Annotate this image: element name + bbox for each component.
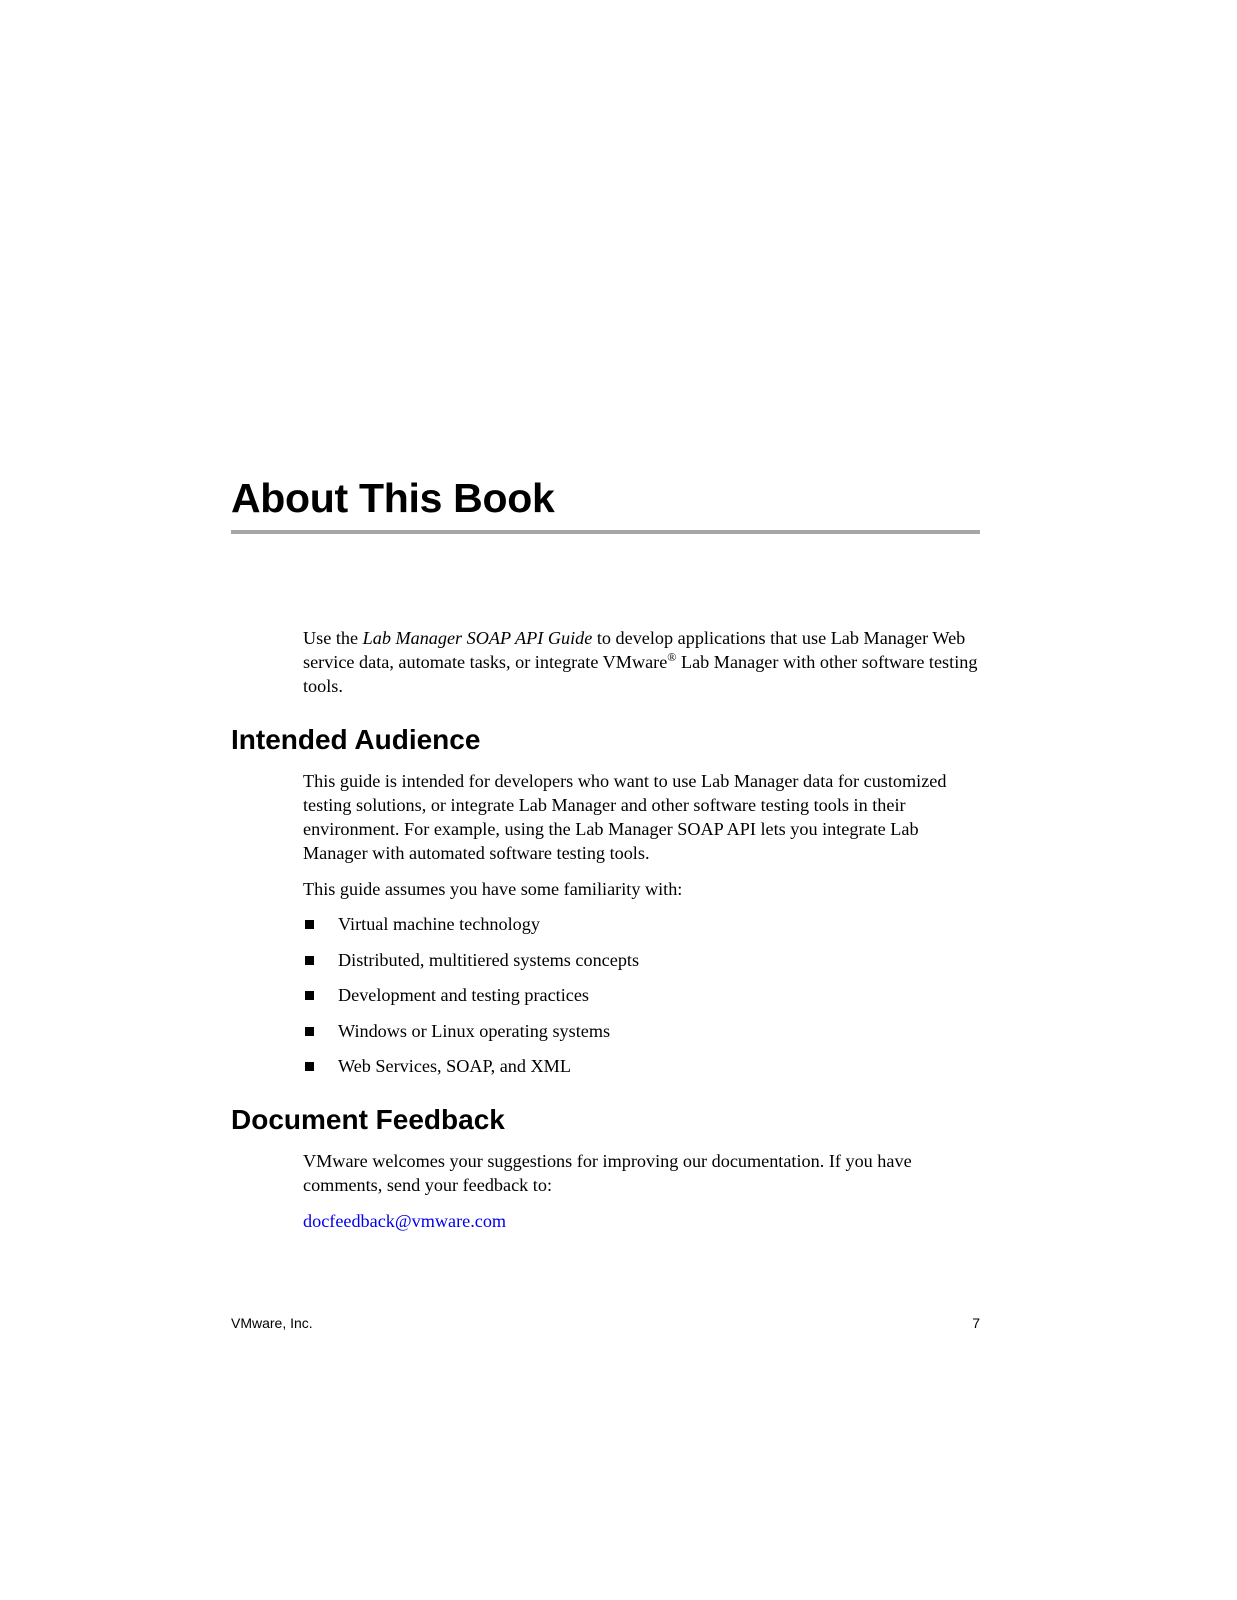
square-bullet-icon — [305, 991, 314, 1000]
intended-audience-section — [303, 769, 981, 1090]
section-heading-document-feedback: Document Feedback — [231, 1104, 505, 1135]
list-item — [303, 948, 981, 972]
list-item — [303, 1019, 981, 1043]
intro-text-part3: Lab Manager with other software testing tools. — [303, 652, 978, 696]
list-item-text: Web Services, SOAP, and XML — [338, 1056, 571, 1076]
square-bullet-icon — [305, 920, 314, 929]
list-item — [303, 912, 981, 936]
footer-page-number: 7 — [972, 1315, 980, 1331]
audience-paragraph: This guide is intended for developers who want to use Lab Manager data for customized testing solutions, or integrate Lab Manager and other software testing tools in their environment. For example, using the Lab Manager SOAP API lets you integrate Lab Manager with automated software testing tools. — [303, 771, 947, 863]
list-item-text: Virtual machine technology — [338, 914, 540, 934]
list-item-text: Windows or Linux operating systems — [338, 1020, 611, 1041]
registered-mark: ® — [667, 650, 677, 664]
intro-paragraph — [303, 626, 981, 698]
feedback-email-link[interactable]: docfeedback@vmware.com — [303, 1211, 507, 1231]
list-item-text: Distributed, multitiered systems concepts — [338, 949, 640, 970]
footer-company: VMware, Inc. — [231, 1315, 313, 1331]
list-item — [303, 1054, 981, 1078]
feedback-paragraph: VMware welcomes your suggestions for improving our documentation. If you have comments, send your feedback to: — [303, 1151, 912, 1195]
section-heading-intended-audience: Intended Audience — [231, 724, 481, 755]
intro-text-part1: Use the — [303, 628, 363, 648]
familiarity-paragraph: This guide assumes you have some familiarity with: — [303, 879, 683, 899]
familiarity-list — [303, 912, 981, 1078]
list-item-text: Development and testing practices — [338, 985, 590, 1005]
document-feedback-section — [303, 1149, 981, 1233]
square-bullet-icon — [305, 956, 314, 965]
page-title: About This Book — [231, 475, 555, 521]
intro-text-part2: to develop applications that use Lab Manager Web service data, automate tasks, or integrate VMware — [303, 628, 966, 672]
title-divider — [231, 530, 980, 534]
intro-text — [303, 626, 981, 698]
list-item — [303, 983, 981, 1007]
square-bullet-icon — [305, 1027, 314, 1036]
square-bullet-icon — [305, 1062, 314, 1071]
book-title: Lab Manager SOAP API Guide — [362, 628, 593, 648]
